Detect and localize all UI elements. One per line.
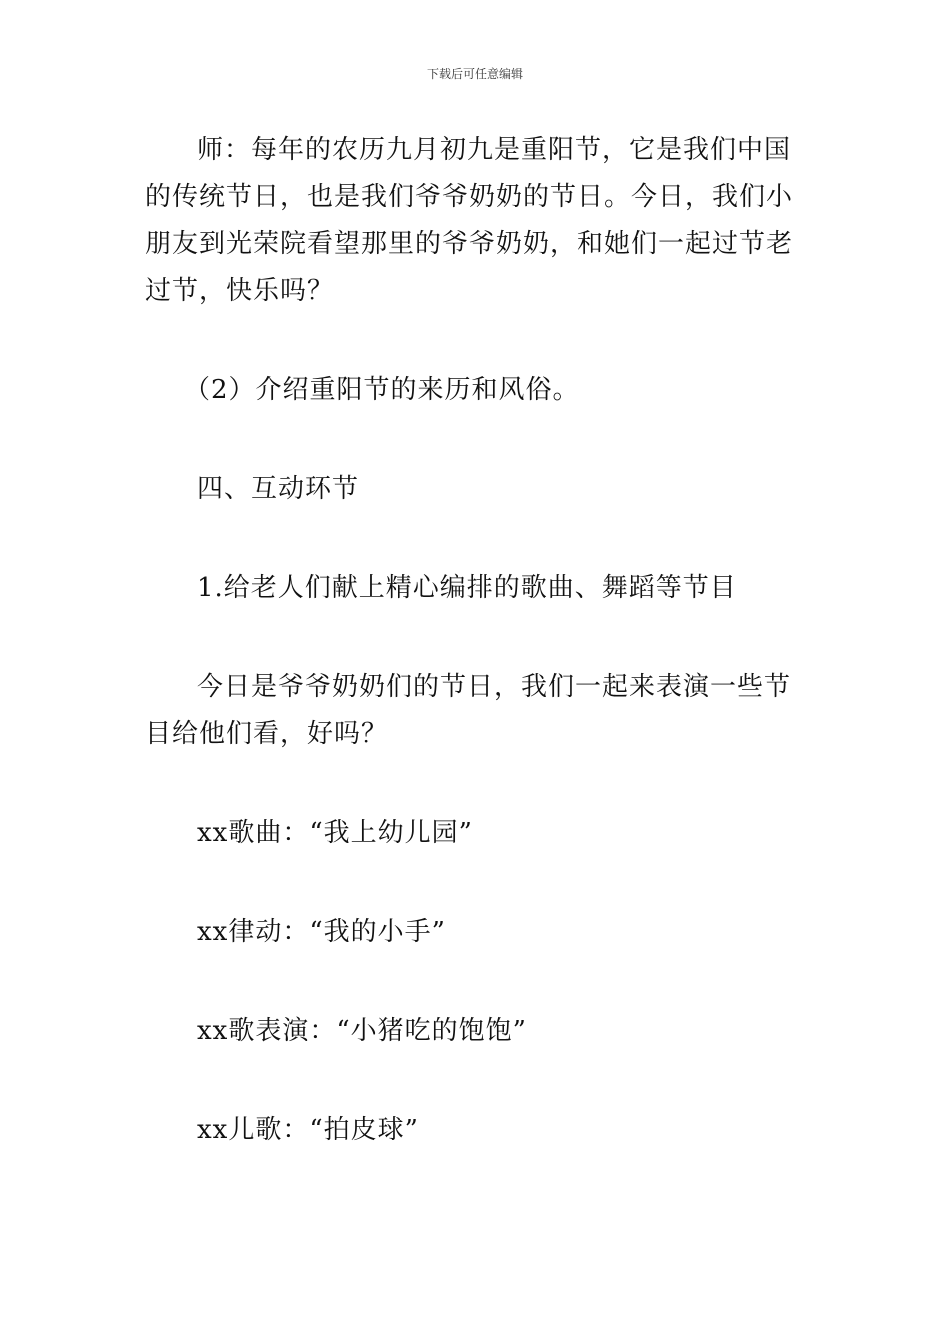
program-item-song-performance: xx歌表演：“小猪吃的饱饱” xyxy=(197,1016,527,1046)
paragraph-teacher-intro: 师：每年的农历九月初九是重阳节，它是我们中国的传统节日，也是我们爷爷奶奶的节日。今日，我们小朋友到光荣院看望那里的爷爷奶奶，和她们一起过节老过节，快乐吗？ xyxy=(145,135,794,306)
program-item-rhythm: xx律动：“我的小手” xyxy=(197,917,446,947)
section-heading-interaction: 四、互动环节 xyxy=(197,474,360,504)
program-item-song: xx歌曲：“我上幼儿园” xyxy=(197,818,473,848)
paragraph-festival-origin: （2）介绍重阳节的来历和风俗。 xyxy=(184,375,580,405)
page-header-caption: 下载后可任意编辑 xyxy=(426,67,523,81)
document-body xyxy=(145,127,817,1154)
paragraph-performance-invite: 今日是爷爷奶奶们的节日，我们一起来表演一些节目给他们看，好吗？ xyxy=(145,672,792,749)
list-item-performance: 1.给老人们献上精心编排的歌曲、舞蹈等节目 xyxy=(197,573,737,603)
program-item-nursery-rhyme: xx儿歌：“拍皮球” xyxy=(197,1115,419,1145)
